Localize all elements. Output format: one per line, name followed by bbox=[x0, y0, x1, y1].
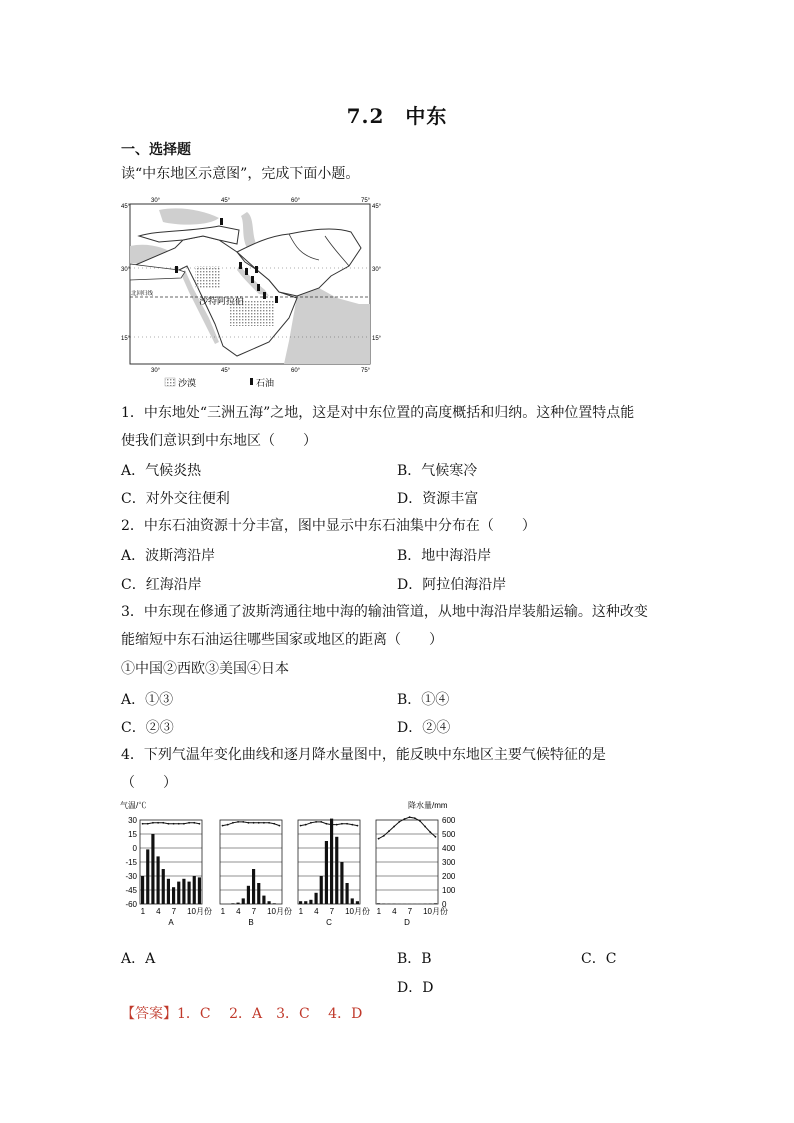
country-label: 沙特阿拉伯 bbox=[199, 296, 245, 306]
precip-bar bbox=[330, 819, 333, 904]
climate-panel-A bbox=[140, 820, 212, 927]
q3-option-b: B．①④ bbox=[397, 692, 450, 708]
precip-bar bbox=[309, 900, 312, 904]
temperature-point bbox=[157, 822, 159, 824]
precip-bar bbox=[242, 898, 245, 904]
precip-bar bbox=[231, 903, 234, 904]
panel-label: D bbox=[404, 918, 410, 927]
svg-text:45°: 45° bbox=[372, 204, 382, 210]
month-tick-label: 1 bbox=[376, 907, 382, 916]
temperature-point bbox=[315, 821, 317, 823]
precip-bar bbox=[151, 834, 154, 904]
temperature-point bbox=[222, 825, 224, 827]
temperature-point bbox=[388, 830, 390, 832]
precip-tick-label: 100 bbox=[442, 886, 456, 895]
answer-text: 1．C 2．A 3．C 4．D bbox=[177, 1006, 363, 1022]
page-title: 7.2 中东 bbox=[346, 104, 448, 128]
precip-bar bbox=[273, 903, 276, 904]
legend-oil-label: 石油 bbox=[256, 378, 275, 388]
temperature-point bbox=[258, 822, 260, 824]
temperature-point bbox=[378, 838, 380, 840]
climate-panel-C bbox=[298, 819, 370, 927]
temperature-point bbox=[273, 823, 275, 825]
panel-label: C bbox=[326, 918, 332, 927]
month-tick-label: 10月份 bbox=[423, 907, 448, 916]
temperature-point bbox=[188, 822, 190, 824]
temperature-point bbox=[310, 822, 312, 824]
temperature-point bbox=[237, 821, 239, 823]
svg-text:45°: 45° bbox=[221, 368, 231, 374]
precip-bar bbox=[252, 869, 255, 904]
precip-bar bbox=[198, 877, 201, 904]
temperature-line bbox=[379, 817, 436, 838]
precip-bar bbox=[262, 896, 265, 904]
q3-stem-line1: 3．中东现在修通了波斯湾通往地中海的输油管道，从地中海沿岸装船运输。这种改变 bbox=[121, 604, 648, 620]
lon-label-30: 30° bbox=[151, 198, 161, 204]
temperature-point bbox=[320, 821, 322, 823]
temperature-point bbox=[336, 824, 338, 826]
panel-label: A bbox=[168, 918, 174, 927]
q1-option-a: A．气候炎热 bbox=[121, 463, 202, 479]
lon-label-45: 45° bbox=[221, 198, 231, 204]
climate-panel-B bbox=[220, 820, 292, 927]
precip-bar bbox=[304, 901, 307, 904]
temperature-point bbox=[178, 823, 180, 825]
q1-stem-line1: 1．中东地处“三洲五海”之地，这是对中东位置的高度概括和归纳。这种位置特点能 bbox=[121, 405, 635, 421]
precip-tick-label: 200 bbox=[442, 872, 456, 881]
q3-option-a: A．①③ bbox=[121, 692, 174, 708]
q2-option-b: B．地中海沿岸 bbox=[397, 548, 492, 564]
precip-bar bbox=[193, 876, 196, 904]
month-tick-label: 7 bbox=[407, 907, 413, 916]
precip-tick-label: 600 bbox=[442, 816, 456, 825]
temperature-point bbox=[173, 823, 175, 825]
month-tick-label: 4 bbox=[392, 907, 397, 916]
precip-axis-ticks bbox=[442, 816, 456, 909]
precip-bar bbox=[268, 901, 271, 904]
precip-bar bbox=[335, 837, 338, 904]
precip-bar bbox=[188, 882, 191, 904]
svg-text:30°: 30° bbox=[151, 368, 161, 374]
q4-stem-line1: 4．下列气温年变化曲线和逐月降水量图中，能反映中东地区主要气候特征的是 bbox=[121, 747, 606, 763]
temperature-point bbox=[183, 823, 185, 825]
month-tick-label: 10月份 bbox=[345, 907, 370, 916]
svg-text:60°: 60° bbox=[291, 368, 301, 374]
temperature-point bbox=[242, 821, 244, 823]
legend-desert-swatch bbox=[165, 378, 175, 386]
q2-option-c: C．红海沿岸 bbox=[121, 577, 202, 593]
temperature-point bbox=[147, 823, 149, 825]
intro-text: 读“中东地区示意图”，完成下面小题。 bbox=[121, 166, 360, 182]
temperature-point bbox=[419, 820, 421, 822]
q1-option-d: D．资源丰富 bbox=[397, 491, 479, 507]
precip-bar bbox=[377, 903, 380, 904]
temperature-point bbox=[409, 816, 411, 818]
temperature-point bbox=[142, 823, 144, 825]
month-tick-label: 1 bbox=[298, 907, 304, 916]
lat-label-45: 45° bbox=[121, 204, 131, 210]
precip-bar bbox=[162, 869, 165, 904]
temperature-line bbox=[301, 822, 358, 826]
q4-option-b: B．B bbox=[397, 951, 432, 967]
temperature-point bbox=[279, 825, 281, 827]
temperature-point bbox=[341, 823, 343, 825]
precip-bar bbox=[299, 901, 302, 904]
temperature-point bbox=[383, 835, 385, 837]
lat-label-30: 30° bbox=[121, 267, 131, 273]
q1-option-c: C．对外交往便利 bbox=[121, 491, 230, 507]
q2-option-a: A．波斯湾沿岸 bbox=[121, 548, 216, 564]
temperature-point bbox=[346, 823, 348, 825]
precip-bar bbox=[340, 862, 343, 904]
precip-bar bbox=[315, 893, 318, 904]
precip-bar bbox=[257, 883, 260, 904]
precip-bar bbox=[157, 856, 160, 904]
temperature-point bbox=[232, 822, 234, 824]
precip-tick-label: 0 bbox=[442, 900, 447, 909]
q1-stem-line2: 使我们意识到中东地区（ ） bbox=[121, 433, 317, 449]
temperature-point bbox=[305, 824, 307, 826]
temp-tick-label: -45 bbox=[125, 886, 137, 895]
q4-option-d: D．D bbox=[397, 980, 434, 996]
precip-bar bbox=[351, 898, 354, 904]
precip-bar bbox=[177, 882, 180, 904]
temp-tick-label: 0 bbox=[132, 844, 137, 853]
temperature-point bbox=[263, 822, 265, 824]
lon-label-60: 60° bbox=[291, 198, 301, 204]
answer-label: 【答案】 bbox=[121, 1006, 177, 1022]
precip-axis-label: 降水量/mm bbox=[408, 801, 448, 810]
precip-tick-label: 400 bbox=[442, 844, 456, 853]
precip-bar bbox=[182, 879, 185, 904]
q4-option-c: C．C bbox=[581, 951, 617, 967]
q4-stem-line2: （ ） bbox=[121, 775, 177, 791]
precip-bar bbox=[346, 883, 349, 904]
section-heading: 一、选择题 bbox=[121, 142, 191, 158]
temperature-point bbox=[398, 821, 400, 823]
precip-bar bbox=[434, 903, 437, 904]
temp-axis-label: 气温/℃ bbox=[120, 801, 147, 810]
temperature-point bbox=[152, 822, 154, 824]
svg-text:75°: 75° bbox=[361, 368, 371, 374]
precip-bar bbox=[167, 879, 170, 904]
temperature-point bbox=[193, 822, 195, 824]
temperature-point bbox=[268, 822, 270, 824]
black-sea bbox=[159, 208, 219, 224]
q3-sub-items: ①中国②西欧③美国④日本 bbox=[121, 661, 289, 677]
temperature-point bbox=[435, 836, 437, 838]
month-tick-label: 7 bbox=[329, 907, 335, 916]
temperature-point bbox=[393, 826, 395, 828]
climate-charts bbox=[116, 798, 468, 936]
temp-tick-label: -30 bbox=[125, 872, 137, 881]
temperature-point bbox=[300, 825, 302, 827]
temperature-point bbox=[326, 823, 328, 825]
temp-tick-label: -15 bbox=[125, 858, 137, 867]
temperature-line bbox=[143, 823, 200, 824]
month-tick-label: 4 bbox=[156, 907, 161, 916]
temperature-point bbox=[253, 822, 255, 824]
legend-oil-symbol bbox=[250, 378, 253, 385]
q1-option-b: B．气候寒冷 bbox=[397, 463, 478, 479]
legend-desert-label: 沙漠 bbox=[178, 378, 197, 388]
lat-label-15: 15° bbox=[121, 336, 131, 342]
month-tick-label: 4 bbox=[314, 907, 319, 916]
precip-bar bbox=[356, 901, 359, 904]
temperature-point bbox=[248, 822, 250, 824]
temp-tick-label: 30 bbox=[128, 816, 137, 825]
middle-east-map bbox=[119, 196, 385, 392]
svg-text:30°: 30° bbox=[372, 267, 382, 273]
precip-bar bbox=[237, 903, 240, 904]
q3-option-d: D．②④ bbox=[397, 720, 451, 736]
q3-option-c: C．②③ bbox=[121, 720, 174, 736]
temperature-point bbox=[429, 831, 431, 833]
month-tick-label: 7 bbox=[171, 907, 177, 916]
temperature-point bbox=[404, 818, 406, 820]
temperature-point bbox=[227, 824, 229, 826]
lon-label-75: 75° bbox=[361, 198, 371, 204]
q4-option-a: A．A bbox=[121, 951, 156, 967]
precip-bar bbox=[247, 886, 250, 904]
temp-tick-label: 15 bbox=[128, 830, 137, 839]
temp-tick-label: -60 bbox=[125, 900, 137, 909]
temperature-point bbox=[168, 823, 170, 825]
precip-bar bbox=[320, 876, 323, 904]
month-tick-label: 1 bbox=[220, 907, 226, 916]
temperature-point bbox=[351, 824, 353, 826]
precip-bar bbox=[172, 887, 175, 904]
answer-line bbox=[121, 1003, 362, 1023]
svg-text:15°: 15° bbox=[372, 336, 382, 342]
month-tick-label: 10月份 bbox=[267, 907, 292, 916]
temperature-line bbox=[223, 822, 280, 826]
temperature-point bbox=[414, 817, 416, 819]
temperature-point bbox=[162, 822, 164, 824]
temperature-point bbox=[424, 826, 426, 828]
temperature-point bbox=[331, 824, 333, 826]
precip-bar bbox=[325, 841, 328, 904]
temp-axis-ticks bbox=[125, 816, 137, 909]
q2-stem: 2．中东石油资源十分丰富，图中显示中东石油集中分布在（ ） bbox=[121, 518, 536, 534]
month-tick-label: 10月份 bbox=[187, 907, 212, 916]
precip-bar bbox=[146, 849, 149, 904]
month-tick-label: 7 bbox=[251, 907, 257, 916]
month-tick-label: 4 bbox=[236, 907, 241, 916]
q3-stem-line2: 能缩短中东石油运往哪些国家或地区的距离（ ） bbox=[121, 632, 443, 648]
precip-bar bbox=[141, 876, 144, 904]
climate-panel-D bbox=[376, 816, 448, 927]
temperature-point bbox=[199, 823, 201, 825]
tropic-label: 北回归线 bbox=[131, 291, 154, 297]
precip-tick-label: 500 bbox=[442, 830, 456, 839]
panel-label: B bbox=[248, 918, 254, 927]
precip-tick-label: 300 bbox=[442, 858, 456, 867]
temperature-point bbox=[357, 825, 359, 827]
q2-option-d: D．阿拉伯海沿岸 bbox=[397, 577, 507, 593]
month-tick-label: 1 bbox=[140, 907, 146, 916]
